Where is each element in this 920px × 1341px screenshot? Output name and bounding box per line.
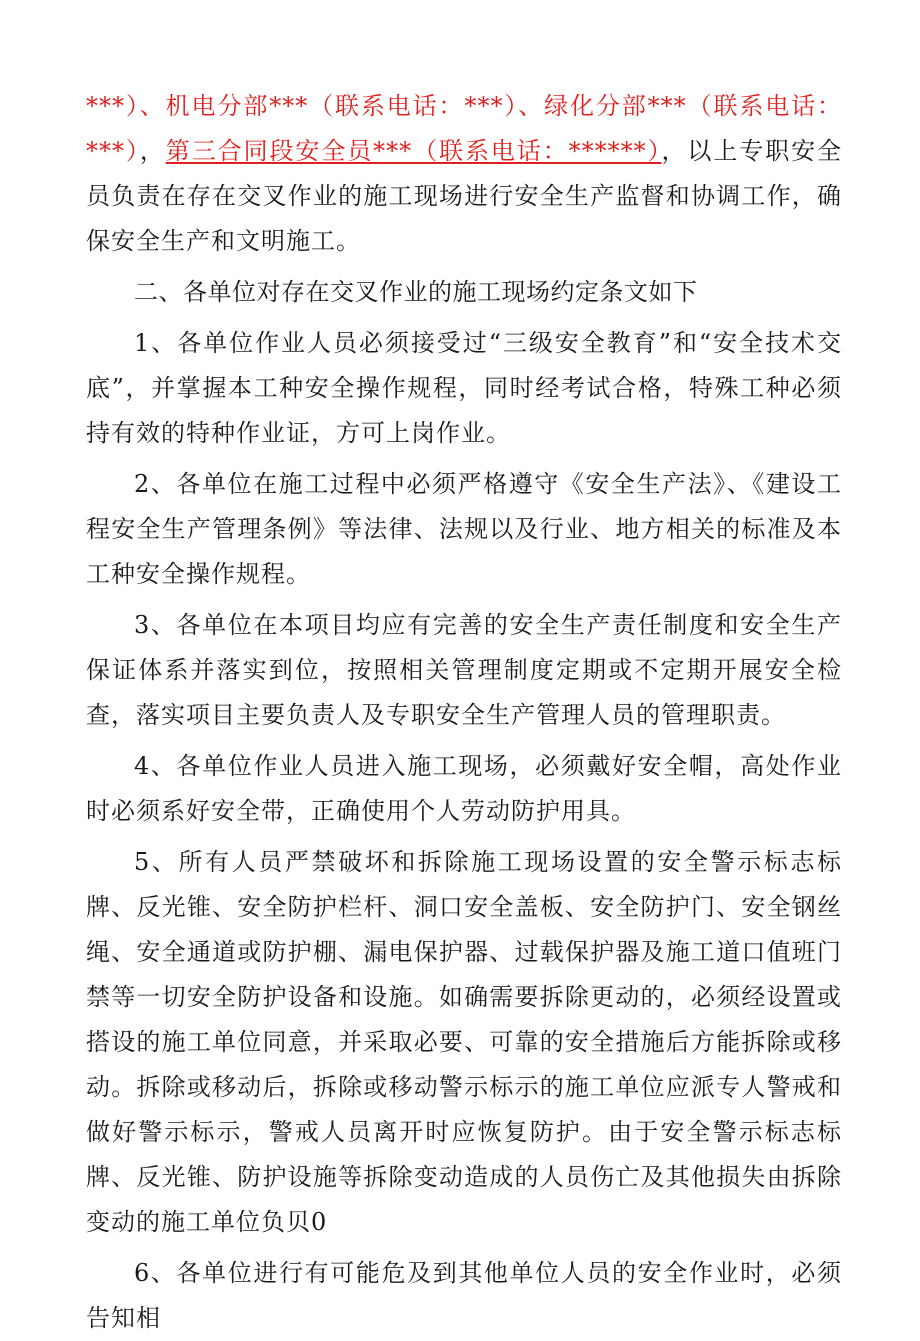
safety-officer-contact: 第三合同段安全员***（联系电话：******） xyxy=(165,137,662,165)
intro-paragraph xyxy=(86,84,842,264)
clause-1: 1、各单位作业人员必须接受过“三级安全教育”和“安全技术交底”，并掌握本工种安全操作规程，同时经考试合格，特殊工种必须持有效的特种作业证，方可上岗作业。 xyxy=(86,329,842,447)
section-heading: 二、各单位对存在交叉作业的施工现场约定条文如下 xyxy=(134,278,698,306)
intro-separator: ， xyxy=(139,137,166,165)
clause-4: 4、各单位作业人员进入施工现场，必须戴好安全帽，高处作业时必须系好安全带，正确使用个人劳动防护用具。 xyxy=(86,752,842,825)
clause-3: 3、各单位在本项目均应有完善的安全生产责任制度和安全生产保证体系并落实到位，按照相关管理制度定期或不定期开展安全检查，落实项目主要负责人及专职安全生产管理人员的管理职责。 xyxy=(86,611,842,729)
clause-2: 2、各单位在施工过程中必须严格遵守《安全生产法》、《建设工程安全生产管理条例》等法律、法规以及行业、地方相关的标准及本工种安全操作规程。 xyxy=(86,470,842,588)
clause-6: 6、各单位进行有可能危及到其他单位人员的安全作业时，必须告知相 xyxy=(86,1259,842,1332)
clause-5: 5、所有人员严禁破坏和拆除施工现场设置的安全警示标志标牌、反光锥、安全防护栏杆、洞口安全盖板、安全防护门、安全钢丝绳、安全通道或防护棚、漏电保护器、过载保护器及施工道口值班门禁等一切安全防护设备和设施。如确需要拆除更动的，必须经设置或搭设的施工单位同意，并采取必要、可靠的安全措施后方能拆除或移动。拆除或移动后，拆除或移动警示标示的施工单位应派专人警戒和做好警示标示，警戒人员离开时应恢复防护。由于安全警示标志标牌、反光锥、防护设施等拆除变动造成的人员伤亡及其他损失由拆除变动的施工单位负贝0 xyxy=(86,848,842,1236)
document-page xyxy=(86,84,842,1341)
intro-tail-text: ，以上专职安全员负责在存在交叉作业的施工现场进行安全生产监督和协调工作，确保安全生产和文明施工。 xyxy=(86,137,843,255)
contact-list-red-text: ***）、机电分部***（联系电话：***）、绿化分部***（联系电话：***） xyxy=(86,92,842,165)
